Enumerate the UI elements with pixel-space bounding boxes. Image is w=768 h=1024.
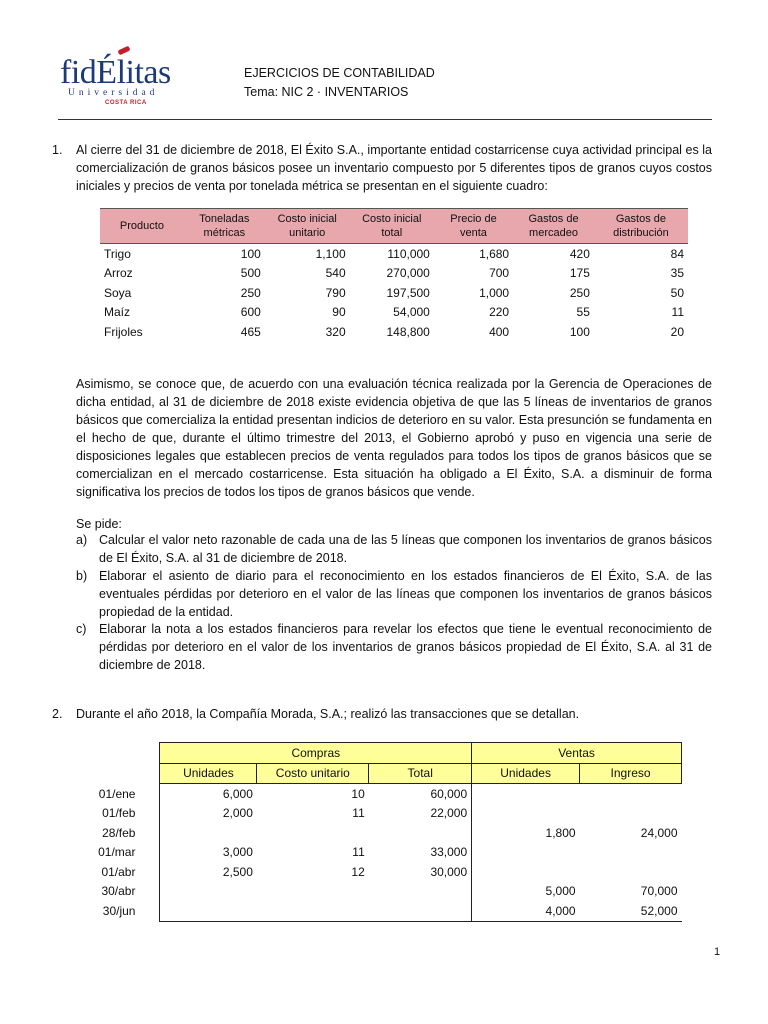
table-row (100, 264, 688, 284)
table-row (80, 862, 682, 882)
logo-wordmark: fidÉlitas (60, 54, 171, 91)
cell: 60,000 (369, 784, 472, 804)
col-header: Costo inicial unitario (265, 209, 350, 244)
inventory-table (100, 208, 688, 342)
item-c-letter: c) (76, 622, 87, 636)
cell: 100 (240, 246, 261, 261)
cell: 52,000 (580, 901, 682, 921)
cell: 11 (352, 845, 365, 860)
item-a-text: Calcular el valor neto razonable de cada una de las 5 líneas que componen los inventarios de granos básicos de El Éxito, S.A. al 31 de diciembre de 2018. (99, 533, 712, 565)
table-row (80, 843, 682, 863)
cell: 100 (569, 324, 590, 339)
cell (472, 843, 580, 863)
date-cell: 01/abr (101, 864, 136, 879)
cell: 2,000 (160, 804, 257, 824)
item-c-text: Elaborar la nota a los estados financieros para revelar los efectos que tiene le eventual reconocimiento de pérdidas por deterioro en el valor de los inventarios de granos básicos propiedad de El Éxito, S.A. al 31 de diciembre de 2018. (99, 622, 712, 672)
cell (257, 823, 369, 843)
cell: 90 (332, 305, 346, 320)
cell: Maíz (104, 305, 131, 320)
date-cell: 01/ene (98, 786, 136, 801)
cell: 250 (569, 285, 590, 300)
cell: 400 (489, 324, 510, 339)
cell (472, 784, 580, 804)
cell: 1,100 (315, 246, 346, 261)
cell: 465 (240, 324, 261, 339)
question-2-number: 2. (52, 707, 63, 721)
table-row (100, 283, 688, 303)
cell: 20 (670, 324, 684, 339)
col-header: Unidades (472, 763, 580, 784)
cell: 3,000 (160, 843, 257, 863)
logo-subtitle: Universidad (68, 88, 159, 98)
col-header: Costo inicial total (350, 209, 434, 244)
cell: 148,800 (386, 324, 430, 339)
cell: 55 (576, 305, 590, 320)
cell: 35 (670, 266, 684, 281)
cell (160, 823, 257, 843)
transactions-table (80, 742, 682, 922)
cell: 250 (240, 285, 261, 300)
cell: 600 (240, 305, 261, 320)
question-2-intro: Durante el año 2018, la Compañía Morada, S.A.; realizó las transacciones que se detallan. (76, 707, 580, 721)
cell: 1,800 (545, 825, 576, 840)
cell: 700 (489, 266, 510, 281)
cell: Soya (104, 285, 132, 300)
table-row (80, 882, 682, 902)
document-topic: Tema: NIC 2 · INVENTARIOS (244, 85, 409, 99)
cell: 84 (670, 246, 684, 261)
col-header: Costo unitario (257, 763, 369, 784)
cell (369, 901, 472, 921)
cell (472, 862, 580, 882)
cell: 70,000 (640, 884, 678, 899)
cell: 2,500 (160, 862, 257, 882)
col-header: Ingreso (580, 763, 682, 784)
cell (369, 823, 472, 843)
cell: 540 (325, 266, 346, 281)
item-b-text: Elaborar el asiento de diario para el reconocimiento en los estados financieros de El Éxito, S.A. de las eventuales pérdidas por deterioro en el valor de las líneas que componen los inventarios de granos básicos propiedad de la entidad. (99, 569, 712, 619)
document-title: EJERCICIOS DE CONTABILIDAD (244, 66, 435, 80)
date-cell: 01/mar (98, 845, 136, 860)
cell: 10 (351, 786, 365, 801)
date-cell: 28/feb (102, 825, 136, 840)
cell (160, 882, 257, 902)
page-number: 1 (714, 946, 721, 958)
cell: 175 (569, 266, 590, 281)
cell (369, 882, 472, 902)
cell: 50 (670, 285, 684, 300)
cell: 24,000 (640, 825, 678, 840)
cell: 22,000 (369, 804, 472, 824)
table-row (100, 322, 688, 342)
table-row (80, 823, 682, 843)
col-header: Unidades (160, 763, 257, 784)
header-divider (58, 119, 712, 120)
col-header: Gastos de mercadeo (513, 209, 594, 244)
table-row (80, 804, 682, 824)
date-cell: 30/jun (102, 904, 136, 918)
cell: 500 (240, 266, 261, 281)
cell: 1,000 (479, 285, 510, 300)
col-header: Precio de venta (434, 209, 513, 244)
university-logo (60, 48, 190, 108)
cell (580, 862, 682, 882)
cell: 790 (325, 285, 346, 300)
cell: 1,680 (479, 246, 510, 261)
cell: 11 (671, 305, 684, 320)
inventory-table-header (100, 209, 688, 244)
group-header-row (80, 743, 682, 764)
cell: 6,000 (160, 784, 257, 804)
cell (257, 882, 369, 902)
cell (580, 843, 682, 863)
se-pide-label: Se pide: (76, 517, 122, 531)
cell: 270,000 (386, 266, 430, 281)
cell: Arroz (104, 266, 133, 281)
table-row (80, 784, 682, 804)
cell: 5,000 (545, 884, 576, 899)
cell (472, 804, 580, 824)
cell: 33,000 (369, 843, 472, 863)
sub-header-row (80, 763, 682, 784)
date-cell: 01/feb (102, 806, 136, 821)
logo-country: COSTA RICA (105, 100, 147, 106)
compras-header: Compras (160, 743, 472, 764)
cell: 12 (351, 864, 365, 879)
cell: 320 (325, 324, 346, 339)
question-1-number: 1. (52, 143, 63, 157)
col-header: Producto (100, 209, 184, 244)
item-a-letter: a) (76, 533, 88, 547)
col-header: Total (369, 763, 472, 784)
cell: 420 (569, 246, 590, 261)
cell: 110,000 (387, 246, 430, 261)
ventas-header: Ventas (472, 743, 682, 764)
cell: Frijoles (104, 324, 143, 339)
table-row (80, 901, 682, 921)
table-row (100, 244, 688, 264)
cell (580, 804, 682, 824)
cell: 4,000 (472, 901, 580, 921)
table-row (100, 303, 688, 323)
cell: 30,000 (369, 862, 472, 882)
question-1-context: Asimismo, se conoce que, de acuerdo con una evaluación técnica realizada por la Gerencia de Operaciones de dicha entidad, al 31 de diciembre de 2018 existe evidencia objetiva de que las 5 líneas de inventarios de granos básicos que comercializa la entidad presentan indicios de deterioro en su valor. Esta presunción se fundamenta en el hecho de que, durante el último trimestre del 2013, el Gobierno aprobó y puso en vigencia una serie de disposiciones legales que establecen precios de venta regulados para todos los tipos de granos básicos que se comercializan en el mercado costarricense. Esta situación ha obligado a El Éxito, S.A. a disminuir de forma significativa los precios de todos los tipos de granos básicos que vende. (76, 377, 712, 499)
cell: 220 (489, 305, 510, 320)
cell: 54,000 (393, 305, 430, 320)
question-1-intro: Al cierre del 31 de diciembre de 2018, El Éxito S.A., importante entidad costarricense cuya actividad principal es la comercialización de granos básicos posee un inventario compuesto por 5 diferentes tipos de granos cuyos costos iniciales y precios de venta por tonelada métrica se presentan en el siguiente cuadro: (76, 143, 712, 193)
cell (257, 901, 369, 921)
cell: 11 (352, 806, 365, 821)
cell: Trigo (104, 246, 131, 261)
col-header: Toneladas métricas (184, 209, 265, 244)
col-header: Gastos de distribución (594, 209, 688, 244)
date-cell: 30/abr (101, 884, 136, 899)
cell (160, 901, 257, 921)
item-b-letter: b) (76, 569, 88, 583)
cell: 197,500 (386, 285, 430, 300)
cell (580, 784, 682, 804)
